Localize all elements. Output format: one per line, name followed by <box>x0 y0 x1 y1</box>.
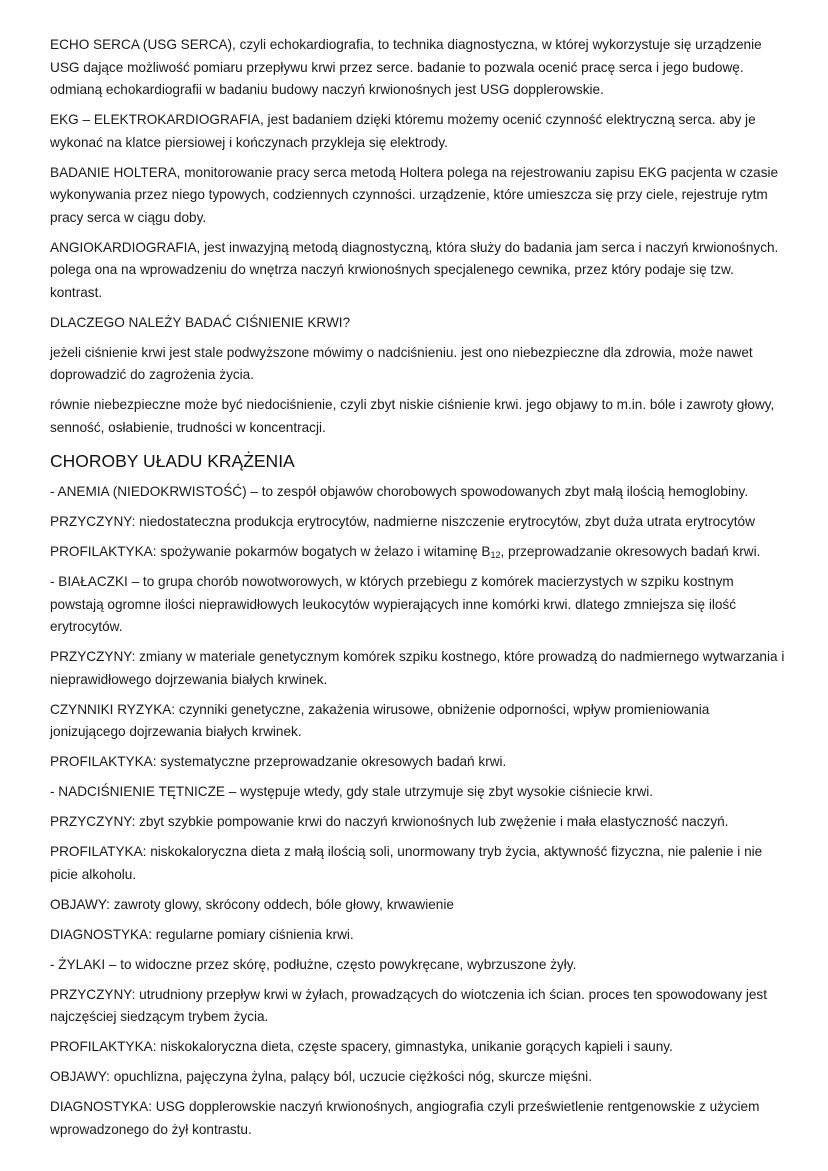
paragraph-bialaczki: - BIAŁACZKI – to grupa chorób nowotworowych, w których przebiegu z komórek macierzystych w szpiku kostnym powstają ogromne ilości nieprawidłowych leukocytów wypierających inne komórki krwi. dlatego zmniejsza się ilość erytrocytów. <box>50 574 737 634</box>
paragraph-nadcisnienie-causes: PRZYCZYNY: zbyt szybkie pompowanie krwi do naczyń krwionośnych lub zwężenie i mała elastyczność naczyń. <box>50 814 729 829</box>
paragraph-anemia: - ANEMIA (NIEDOKRWISTOŚĆ) – to zespół objawów chorobowych spowodowanych zbyt małą ilością hemoglobiny. <box>50 484 749 499</box>
section-heading: CHOROBY UŁADU KRĄŻENIA <box>50 451 295 471</box>
paragraph-zylaki-diagnostics: DIAGNOSTYKA: USG dopplerowskie naczyń krwionośnych, angiografia czyli prześwietlenie rentgenowskie z użyciem wprowadzonego do żył kontrastu. <box>50 1099 760 1137</box>
anemia-prevention-text-end: , przeprowadzanie okresowych badań krwi. <box>500 544 761 559</box>
paragraph-bialaczki-causes: PRZYCZYNY: zmiany w materiale genetycznym komórek szpiku kostnego, które prowadzą do nadmiernego wytwarzania i nieprawidłowego dojrzewania białych krwinek. <box>50 649 785 687</box>
paragraph-zylaki-causes: PRZYCZYNY: utrudniony przepływ krwi w żyłach, prowadzących do wiotczenia ich ścian. proces ten spowodowany jest najczęściej siedzącym trybem życia. <box>50 986 768 1024</box>
paragraph-zylaki-prevention: PROFILAKTYKA: niskokaloryczna dieta, częste spacery, gimnastyka, unikanie gorących kąpieli i sauny. <box>50 1039 673 1054</box>
paragraph-bialaczki-risk-factors: CZYNNIKI RYZYKA: czynniki genetyczne, zakażenia wirusowe, obniżenie odporności, wpływ promieniowania jonizującego dojrzewania białych krwinek. <box>50 701 710 739</box>
paragraph-zylaki-symptoms: OBJAWY: opuchlizna, pajęczyna żylna, palący ból, uczucie ciężkości nóg, skurcze mięśni. <box>50 1069 592 1084</box>
paragraph-hypotension-risk: równie niebezpieczne może być niedociśnienie, czyli zbyt niskie ciśnienie krwi. jego objawy to m.in. bóle i zawroty głowy, senność, osłabienie, trudności w koncentracji. <box>50 397 775 435</box>
paragraph-blood-pressure-question: DLACZEGO NALEŻY BADAĆ CIŚNIENIE KRWI? <box>50 314 351 330</box>
paragraph-zylaki: - ŻYLAKI – to widoczne przez skórę, podłużne, często powykręcane, wybrzuszone żyły. <box>50 956 577 972</box>
paragraph-anemia-causes: PRZYCZYNY: niedostateczna produkcja erytrocytów, nadmierne niszczenie erytrocytów, zbyt duża utrata erytrocytów <box>50 514 755 529</box>
paragraph-nadcisnienie-prevention: PROFILATYKA: niskokaloryczna dieta z małą ilością soli, unormowany tryb życia, aktywność fizyczna, nie palenie i nie picie alkoholu. <box>50 844 763 882</box>
paragraph-hypertension-risk: jeżeli ciśnienie krwi jest stale podwyższone mówimy o nadciśnieniu. jest ono niebezpieczne dla zdrowia, może nawet doprowadzić do zagrożenia życia. <box>50 344 753 382</box>
paragraph-ekg: EKG – ELEKTROKARDIOGRAFIA, jest badaniem dzięki któremu możemy ocenić czynność elektryczną serca. aby je wykonać na klatce piersiowej i kończynach przykleja się elektrody. <box>50 112 756 150</box>
anemia-prevention-text: PROFILAKTYKA: spożywanie pokarmów bogatych w żelazo i witaminę B <box>50 544 491 559</box>
paragraph-angiokardiografia: ANGIOKARDIOGRAFIA, jest inwazyjną metodą diagnostyczną, która służy do badania jam serca i naczyń krwionośnych. polega ona na wprowadzeniu do wnętrza naczyń krwionośnych specjalenego cewnika, przez który podaje się tzw. kontrast. <box>50 239 779 300</box>
paragraph-echo-serca: ECHO SERCA (USG SERCA), czyli echokardiografia, to technika diagnostyczna, w której wykorzystuje się urządzenie USG dające możliwość pomiaru przepływu krwi przez serce. badanie to pozwala ocenić pracę serca i jego budowę. odmianą echokardiografii w badaniu budowy naczyń krwionośnych jest USG dopplerowskie. <box>50 37 762 97</box>
vitamin-subscript: 12 <box>490 550 501 560</box>
paragraph-nadcisnienie-diagnostics: DIAGNOSTYKA: regularne pomiary ciśnienia krwi. <box>50 926 354 942</box>
paragraph-nadcisnienie-symptoms: OBJAWY: zawroty glowy, skrócony oddech, bóle głowy, krwawienie <box>50 896 454 912</box>
paragraph-nadcisnienie: - NADCIŚNIENIE TĘTNICZE – występuje wtedy, gdy stale utrzymuje się zbyt wysokie ciśniecie krwi. <box>50 784 654 799</box>
paragraph-bialaczki-prevention: PROFILAKTYKA: systematyczne przeprowadzanie okresowych badań krwi. <box>50 754 507 769</box>
paragraph-anemia-prevention <box>50 541 788 564</box>
paragraph-holter: BADANIE HOLTERA, monitorowanie pracy serca metodą Holtera polega na rejestrowaniu zapisu EKG pacjenta w czasie wykonywania przez niego typowych, codziennych czynności. urządzenie, które umieszcza się przy ciele, rejestruje rytm pracy serca w ciągu doby. <box>50 164 779 225</box>
